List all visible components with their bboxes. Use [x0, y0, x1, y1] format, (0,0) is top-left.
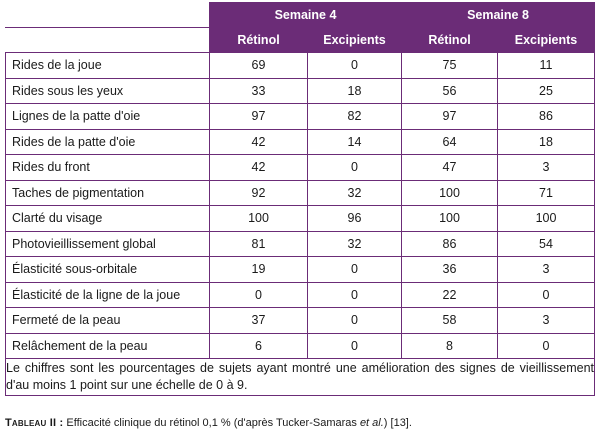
cell-w8-retinol: 8 — [402, 333, 498, 359]
table-row — [6, 180, 595, 206]
cell-w8-retinol: 36 — [402, 257, 498, 283]
cell-w8-excipients: 54 — [498, 231, 595, 257]
row-label: Rides de la patte d'oie — [6, 129, 210, 155]
table-row — [6, 282, 595, 308]
cell-w4-excipients: 14 — [308, 129, 402, 155]
cell-w8-retinol: 47 — [402, 155, 498, 181]
cell-w8-retinol: 58 — [402, 308, 498, 334]
efficacy-table — [5, 2, 595, 396]
cell-w8-excipients: 86 — [498, 104, 595, 130]
table-row — [6, 104, 595, 130]
cell-w8-retinol: 100 — [402, 180, 498, 206]
table-container — [5, 2, 594, 396]
header-week4: Semaine 4 — [210, 3, 402, 28]
cell-w8-retinol: 75 — [402, 53, 498, 79]
cell-w8-retinol: 56 — [402, 78, 498, 104]
cell-w8-excipients: 3 — [498, 155, 595, 181]
row-label: Rides de la joue — [6, 53, 210, 79]
cell-w4-excipients: 32 — [308, 231, 402, 257]
header-week8: Semaine 8 — [402, 3, 595, 28]
header-week4-excipients: Excipients — [308, 28, 402, 53]
cell-w4-retinol: 42 — [210, 155, 308, 181]
cell-w8-retinol: 22 — [402, 282, 498, 308]
row-label: Taches de pigmentation — [6, 180, 210, 206]
table-note: Le chiffres sont les pourcentages de sujets ayant montré une amélioration des signes de vieillissement d'au moins 1 point sur une échelle de 0 à 9. — [6, 359, 595, 396]
cell-w8-retinol: 86 — [402, 231, 498, 257]
cell-w8-excipients: 100 — [498, 206, 595, 232]
header-row-groups — [6, 28, 595, 53]
row-label: Photovieillissement global — [6, 231, 210, 257]
cell-w8-excipients: 71 — [498, 180, 595, 206]
caption-text-after: ) [13]. — [383, 417, 412, 429]
table-row — [6, 78, 595, 104]
table-row — [6, 155, 595, 181]
table-row — [6, 308, 595, 334]
header-week4-retinol: Rétinol — [210, 28, 308, 53]
cell-w8-excipients: 3 — [498, 257, 595, 283]
cell-w8-excipients: 11 — [498, 53, 595, 79]
cell-w4-excipients: 0 — [308, 257, 402, 283]
cell-w4-excipients: 0 — [308, 282, 402, 308]
row-label: Élasticité sous-orbitale — [6, 257, 210, 283]
table-note-row — [6, 359, 595, 396]
table-row — [6, 206, 595, 232]
row-label: Relâchement de la peau — [6, 333, 210, 359]
cell-w4-retinol: 42 — [210, 129, 308, 155]
table-caption — [5, 417, 412, 429]
row-label: Fermeté de la peau — [6, 308, 210, 334]
cell-w4-excipients: 0 — [308, 155, 402, 181]
cell-w8-retinol: 100 — [402, 206, 498, 232]
table-row — [6, 53, 595, 79]
cell-w8-excipients: 0 — [498, 282, 595, 308]
cell-w8-excipients: 3 — [498, 308, 595, 334]
header-blank — [6, 3, 210, 28]
cell-w4-retinol: 19 — [210, 257, 308, 283]
table-row — [6, 129, 595, 155]
cell-w4-retinol: 100 — [210, 206, 308, 232]
row-label: Rides du front — [6, 155, 210, 181]
cell-w4-retinol: 81 — [210, 231, 308, 257]
caption-italic: et al. — [359, 417, 384, 429]
cell-w4-excipients: 0 — [308, 308, 402, 334]
cell-w4-excipients: 0 — [308, 333, 402, 359]
cell-w4-excipients: 18 — [308, 78, 402, 104]
cell-w8-retinol: 97 — [402, 104, 498, 130]
caption-text-before: Efficacité clinique du rétinol 0,1 % (d'après Tucker-Samaras — [63, 417, 360, 429]
cell-w4-retinol: 97 — [210, 104, 308, 130]
row-label: Rides sous les yeux — [6, 78, 210, 104]
header-row-weeks — [6, 3, 595, 28]
cell-w4-retinol: 6 — [210, 333, 308, 359]
cell-w4-retinol: 33 — [210, 78, 308, 104]
caption-label: Tableau II : — [5, 417, 64, 429]
cell-w4-retinol: 69 — [210, 53, 308, 79]
cell-w4-retinol: 92 — [210, 180, 308, 206]
row-label: Élasticité de la ligne de la joue — [6, 282, 210, 308]
cell-w4-excipients: 32 — [308, 180, 402, 206]
row-label: Lignes de la patte d'oie — [6, 104, 210, 130]
table-row — [6, 257, 595, 283]
row-label: Clarté du visage — [6, 206, 210, 232]
cell-w8-excipients: 0 — [498, 333, 595, 359]
cell-w8-excipients: 18 — [498, 129, 595, 155]
table-row — [6, 333, 595, 359]
header-week8-retinol: Rétinol — [402, 28, 498, 53]
cell-w8-retinol: 64 — [402, 129, 498, 155]
cell-w4-retinol: 37 — [210, 308, 308, 334]
cell-w4-excipients: 0 — [308, 53, 402, 79]
table-row — [6, 231, 595, 257]
cell-w8-excipients: 25 — [498, 78, 595, 104]
header-week8-excipients: Excipients — [498, 28, 595, 53]
cell-w4-retinol: 0 — [210, 282, 308, 308]
cell-w4-excipients: 82 — [308, 104, 402, 130]
cell-w4-excipients: 96 — [308, 206, 402, 232]
header-blank-2 — [6, 28, 210, 53]
